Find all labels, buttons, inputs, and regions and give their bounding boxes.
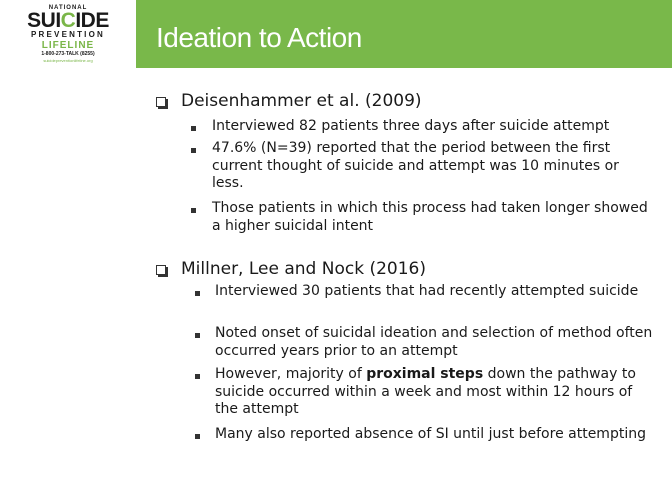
section-bullet-icon: [156, 265, 166, 275]
sub-bullet-icon: [191, 148, 196, 153]
logo-phone-text: 1-800-273-TALK (8255): [41, 51, 95, 57]
sub-bullet-icon: [195, 434, 200, 439]
item-text-post: down the pathway to suicide occurred within a week and most within 12 hours of the attempt: [215, 366, 636, 417]
logo-suicide-part-2: C: [60, 9, 76, 32]
logo-national-text: NATIONAL: [48, 5, 88, 11]
section-1-item-1: Interviewed 82 patients three days after suicide attempt: [212, 118, 610, 134]
sub-bullet-icon: [195, 333, 200, 338]
section-1-item-3: Those patients in which this process had taken longer showed a higher suicidal intent: [212, 200, 648, 234]
section-2-item-2: Noted onset of suicidal ideation and selection of method often occurred years prior to an attempt: [215, 325, 653, 359]
section-title-millner: Millner, Lee and Nock (2016): [181, 259, 426, 279]
section-title-deisenhammer: Deisenhammer et al. (2009): [181, 91, 422, 111]
section-1-item-2: 47.6% (N=39) reported that the period between the first current thought of suicide and attempt was 10 minutes or less.: [212, 140, 619, 191]
item-text-pre: However, majority of: [215, 366, 367, 382]
item-text-bold: proximal steps: [366, 366, 484, 382]
sub-bullet-icon: [195, 291, 200, 296]
section-2-item-1: Interviewed 30 patients that had recently attempted suicide: [215, 283, 639, 299]
logo-prevention-text: PREVENTION: [30, 30, 105, 39]
logo-suicide-part-1: SUI: [27, 9, 61, 32]
logo-suicide-part-3: IDE: [75, 9, 109, 32]
logo-lifeline-text: LIFELINE: [41, 40, 95, 51]
sub-bullet-icon: [195, 374, 200, 379]
sub-bullet-icon: [191, 208, 196, 213]
slide-title: Ideation to Action: [156, 22, 362, 53]
section-2-item-4: Many also reported absence of SI until just before attempting: [215, 426, 646, 442]
logo-url-text: suicidepreventionlifeline.org: [43, 58, 93, 63]
sub-bullet-icon: [191, 126, 196, 131]
section-2-item-3: [215, 366, 655, 419]
section-bullet-icon: [156, 97, 166, 107]
